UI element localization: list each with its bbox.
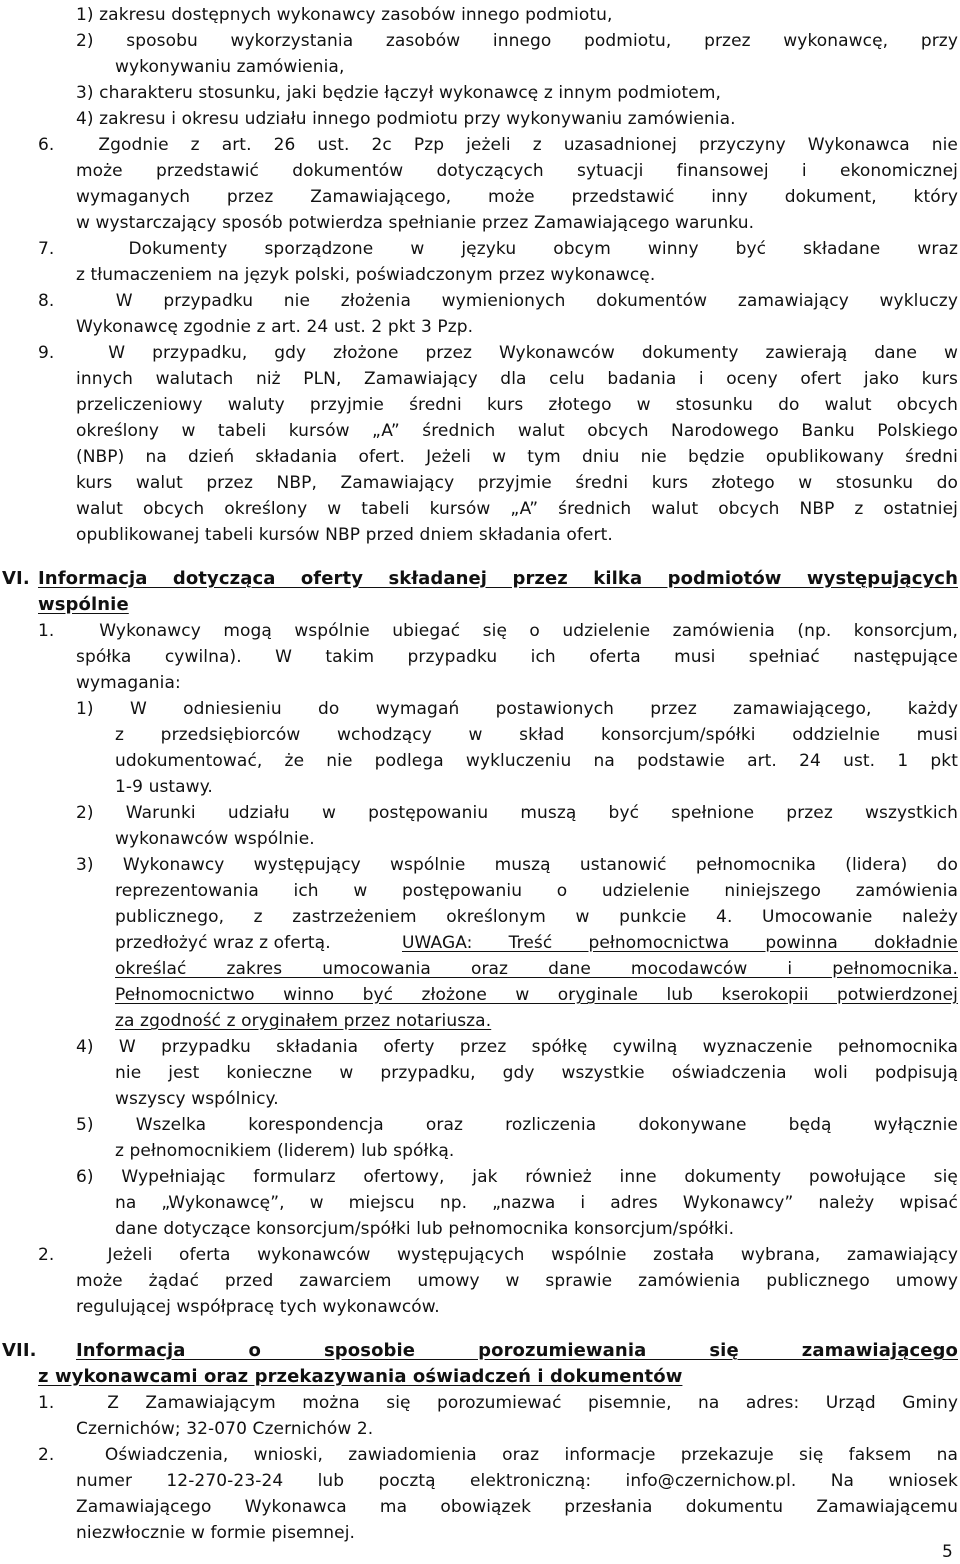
text-line: 3) charakteru stosunku, jaki będzie łączył wykonawcę z innym podmiotem,	[76, 83, 722, 103]
text-line: numer 12-270-23-24 lub pocztą elektroniczną: info@czernichow.pl. Na wniosek	[76, 1471, 958, 1491]
text-line: 1. Z Zamawiającym można się porozumiewać pisemnie, na adres: Urząd Gminy	[38, 1393, 958, 1413]
text-line: UWAGA: Treść pełnomocnictwa powinna dokładnie	[402, 933, 958, 953]
text-line: nie jest konieczne w przypadku, gdy wszystkie oświadczenia woli podpisują	[115, 1063, 958, 1083]
text-line: 1) zakresu dostępnych wykonawcy zasobów innego podmiotu,	[76, 5, 613, 25]
text-line: może przedstawić dokumentów dotyczących sytuacji finansowej i ekonomicznej	[76, 161, 958, 181]
text-line: Informacja o sposobie porozumiewania się zamawiającego	[76, 1340, 958, 1361]
text-line: za zgodność z oryginałem przez notariusza.	[115, 1011, 492, 1031]
text-line: na „Wykonawcę”, w miejscu np. „nazwa i adres Wykonawcy” należy wpisać	[115, 1193, 958, 1213]
text-line: z wykonawcami oraz przekazywania oświadczeń i dokumentów	[38, 1366, 683, 1387]
text-line: wymaganych przez Zamawiającego, może przedstawić inny dokument, który	[76, 187, 958, 207]
text-line: (NBP) na dzień składania ofert. Jeżeli w tym dniu nie będzie opublikowany średni	[76, 447, 958, 467]
text-line: Czernichów; 32-070 Czernichów 2.	[76, 1419, 374, 1439]
text-line: dane dotyczące konsorcjum/spółki lub pełnomocnika konsorcjum/spółki.	[115, 1219, 735, 1239]
text-line: określać zakres umocowania oraz dane mocodawców i pełnomocnika.	[115, 959, 958, 979]
text-line: 9. W przypadku, gdy złożone przez Wykonawców dokumenty zawierają dane w	[38, 343, 958, 363]
text-line: z pełnomocnikiem (liderem) lub spółką.	[115, 1141, 455, 1161]
text-line: niezwłocznie w formie pisemnej.	[76, 1523, 356, 1543]
text-line: 1) W odniesieniu do wymagań postawionych przez zamawiającego, każdy	[76, 699, 958, 719]
text-line: spółka cywilna). W takim przypadku ich oferta musi spełniać następujące	[76, 647, 958, 667]
text-line: innych walutach niż PLN, Zamawiający dla celu badania i oceny ofert jako kurs	[76, 369, 958, 389]
text-line: 2. Jeżeli oferta wykonawców występujących wspólnie została wybrana, zamawiający	[38, 1245, 958, 1265]
text-line: 6. Zgodnie z art. 26 ust. 2c Pzp jeżeli z uzasadnionej przyczyny Wykonawca nie	[38, 135, 958, 155]
text-line: Wykonawcę zgodnie z art. 24 ust. 2 pkt 3 Pzp.	[76, 317, 474, 337]
text-line: opublikowanej tabeli kursów NBP przed dniem składania ofert.	[76, 525, 613, 545]
text-line: wymagania:	[76, 673, 181, 693]
text-line: 2) Warunki udziału w postępowaniu muszą być spełnione przez wszystkich	[76, 803, 958, 823]
text-line: wykonywaniu zamówienia,	[115, 57, 345, 77]
text-line: walut obcych określony w tabeli kursów „A” średnich walut obcych NBP z ostatniej	[76, 499, 958, 519]
text-line: wspólnie	[38, 594, 129, 615]
text-line: w wystarczający sposób potwierdza spełnianie przez Zamawiającego warunku.	[76, 213, 755, 233]
text-line: 3) Wykonawcy występujący wspólnie muszą ustanowić pełnomocnika (lidera) do	[76, 855, 958, 875]
text-line: reprezentowania ich w postępowaniu o udzielenie niniejszego zamówienia	[115, 881, 958, 901]
text-line: może żądać przed zawarciem umowy w sprawie zamówienia publicznego umowy	[76, 1271, 958, 1291]
page-number: 5	[942, 1542, 953, 1562]
text-line: przeliczeniowy waluty przyjmie średni kurs złotego w stosunku do walut obcych	[76, 395, 958, 415]
text-line: 4) W przypadku składania oferty przez spółkę cywilną wyznaczenie pełnomocnika	[76, 1037, 958, 1057]
text-line: przedłożyć wraz z ofertą.	[115, 933, 337, 953]
text-line: VI.	[2, 568, 30, 589]
text-line: 6) Wypełniając formularz ofertowy, jak również inne dokumenty powołujące się	[76, 1167, 958, 1187]
text-line: określony w tabeli kursów „A” średnich walut obcych Narodowego Banku Polskiego	[76, 421, 958, 441]
text-line: Informacja dotycząca oferty składanej przez kilka podmiotów występujących	[38, 568, 958, 589]
text-line: udokumentować, że nie podlega wykluczeniu na podstawie art. 24 ust. 1 pkt	[115, 751, 958, 771]
text-line: 2) sposobu wykorzystania zasobów innego podmiotu, przez wykonawcę, przy	[76, 31, 958, 51]
text-line: 4) zakresu i okresu udziału innego podmiotu przy wykonywaniu zamówienia.	[76, 109, 736, 129]
text-line: z przedsiębiorców wchodzący w skład konsorcjum/spółki oddzielnie musi	[115, 725, 958, 745]
text-line: 1. Wykonawcy mogą wspólnie ubiegać się o udzielenie zamówienia (np. konsorcjum,	[38, 621, 958, 641]
text-line: VII.	[2, 1340, 37, 1361]
text-line: 8. W przypadku nie złożenia wymienionych dokumentów zamawiający wykluczy	[38, 291, 958, 311]
text-line: regulującej współpracę tych wykonawców.	[76, 1297, 440, 1317]
text-line: Zamawiającego Wykonawca ma obowiązek przesłania dokumentu Zamawiającemu	[76, 1497, 958, 1517]
text-line: 7. Dokumenty sporządzone w języku obcym winny być składane wraz	[38, 239, 958, 259]
text-line: Pełnomocnictwo winno być złożone w oryginale lub kserokopii potwierdzonej	[115, 985, 958, 1005]
text-line: z tłumaczeniem na język polski, poświadczonym przez wykonawcę.	[76, 265, 656, 285]
text-line: 2. Oświadczenia, wnioski, zawiadomienia oraz informacje przekazuje się faksem na	[38, 1445, 958, 1465]
text-line: 5) Wszelka korespondencja oraz rozliczenia dokonywane będą wyłącznie	[76, 1115, 958, 1135]
text-line: wykonawców wspólnie.	[115, 829, 315, 849]
text-line: publicznego, z zastrzeżeniem określonym w punkcie 4. Umocowanie należy	[115, 907, 958, 927]
text-line: kurs walut przez NBP, Zamawiający przyjmie średni kurs złotego w stosunku do	[76, 473, 958, 493]
text-line: wszyscy wspólnicy.	[115, 1089, 279, 1109]
text-line: 1-9 ustawy.	[115, 777, 213, 797]
